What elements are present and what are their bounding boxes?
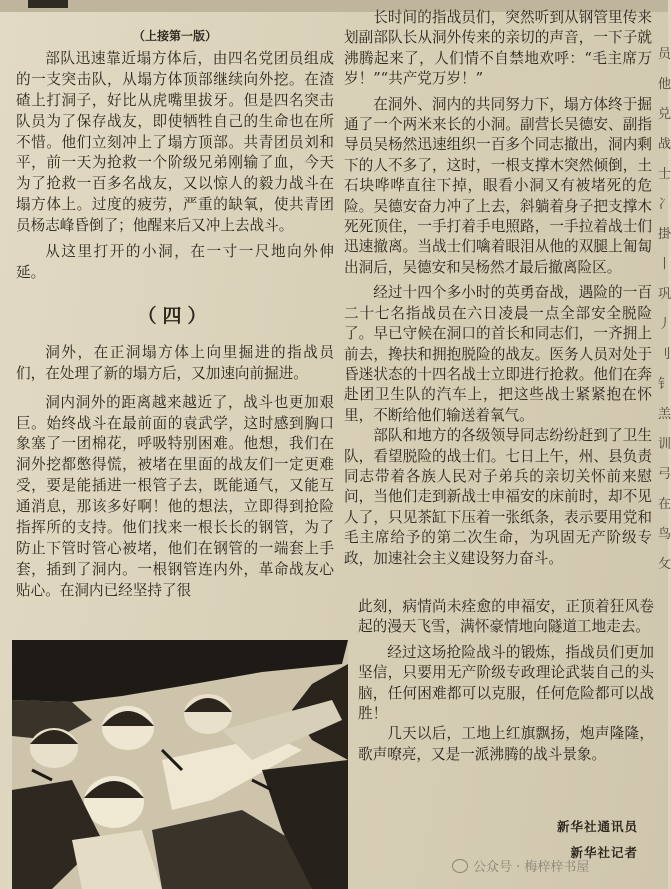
woodcut-illustration [12, 640, 348, 889]
paragraph: 部队和地方的各级领导同志纷纷赶到了卫生队，看望脱险的战士们。七日上午，州、县负责同志带着各族人民对子弟兵的亲切关怀前来慰问，当他们走到新战士申福安的床前时，却不见人了，只见茶缸下压着一张纸条，表示要用党和毛主席给予的第二次生命，为巩固无产阶级专政，加速社会主义建设努力奋斗。 [344, 427, 652, 567]
paragraph: 从这里打开的小洞，在一寸一尺地向外伸延。 [16, 243, 334, 281]
continuation-note: （上接第一版） [132, 29, 217, 43]
illustration-drawing [12, 640, 348, 889]
paragraph: 洞外，在正洞塌方体上向里掘进的指战员们，在处理了新的塌方后，又加速向前掘进。 [16, 343, 334, 382]
paragraph: 在洞外、洞内的共同努力下，塌方体终于掘通了一个两米来长的小洞。副营长吴德安、副指导员吴杨然迅速组织一百多个同志撤出，洞内剩下的人不多了，这时，一根支撑木突然倾倒，土石块哗哗直往下掉，眼看小洞又有被堵死的危险。吴德安奋力冲了上去，斜躺着身子把支撑木死死顶住，一手打着手电照路，一手拉着战士们迅速撤离。当战士们噙着眼泪从他的双腿上匍匐出洞后，吴德安和吴杨然才最后撤离险区。 [344, 95, 652, 276]
left-column [16, 26, 334, 602]
paragraph: 此刻，病情尚未痊愈的申福安，正顶着狂风卷起的漫天飞雪，满怀豪情地向隧道工地走去。 [358, 598, 654, 636]
section-heading: （四） [137, 304, 213, 327]
wechat-icon [452, 859, 468, 873]
byline-reporter: 新华社记者 [570, 845, 638, 860]
paragraph: 洞内洞外的距离越来越近了，战斗也更加艰巨。始终战斗在最前面的袁武学，这时感到胸口象塞了一团棉花，呼吸特别困难。他想，我们在洞外挖都憋得慌，被堵在里面的战友们一定更难受，要是能插进一根管子去，既能通气，又能互通消息，那该多好啊！他的想法，立即得到抢险指挥所的支持。他们找来一根长长的钢管，为了防止下管时管心被堵，他们在钢管的一端套上手套，插到了洞内。一根钢管连内外，革命战友心贴心。在洞内已经坚持了很 [16, 393, 334, 599]
paragraph: 几天以后，工地上红旗飘扬，炮声隆隆，歌声嘹亮，又是一派沸腾的战斗景象。 [358, 725, 654, 763]
adjacent-column-fragment: 员他兑战士冫掛丨巩丿刂钅羔训弓在鸟攵 [658, 47, 671, 572]
right-column [344, 8, 652, 569]
paragraph: 部队迅速靠近塌方体后，由四名党团员组成的一支突击队，从塌方体顶部继续向外挖。在渣碴上打洞子，好比从虎嘴里拔牙。但是四名突击队员为了保存战友，即使牺牲自己的生命也在所不惜。他们立刻冲上了塌方顶部。共青团员刘和平，前一天为抢救一个阶级兄弟刚输了血，今天为了抢救一百多名战友，又以惊人的毅力战斗在塌方体上。过度的疲劳，严重的缺氧，使共青团员杨志峰昏倒了；他醒来后又冲上去战斗。 [16, 49, 334, 235]
byline-correspondent: 新华社通讯员 [556, 819, 638, 834]
paragraph: 经过十四个多小时的英勇奋战，遇险的一百二十七名指战员在六日凌晨一点全部安全脱险了。早已守候在洞口的首长和同志们，一齐拥上前去，搀扶和拥抱脱险的战友。医务人员对处于昏迷状态的十四名战士立即进行抢救。他们在奔赴团卫生队的汽车上，把这些战士紧紧抱在怀里，不断给他们输送着氧气。 [344, 284, 652, 424]
inset-column [358, 597, 654, 765]
paragraph: 长时间的指战员们，突然听到从钢管里传来划副部队长从洞外传来的亲切的声音，一下子就沸腾起来了，人们情不自禁地欢呼：“毛主席万岁！”“共产党万岁！” [344, 9, 652, 88]
masthead-fragment [28, 0, 68, 8]
paragraph: 经过这场抢险战斗的锻炼，指战员们更加坚信，只要用无产阶级专政理论武装自己的头脑，任何困难都可以克服，任何危险都可以战胜！ [358, 643, 654, 723]
watermark-text: 公众号 · 梅梓梓书屋 [473, 860, 590, 875]
watermark [452, 856, 589, 875]
